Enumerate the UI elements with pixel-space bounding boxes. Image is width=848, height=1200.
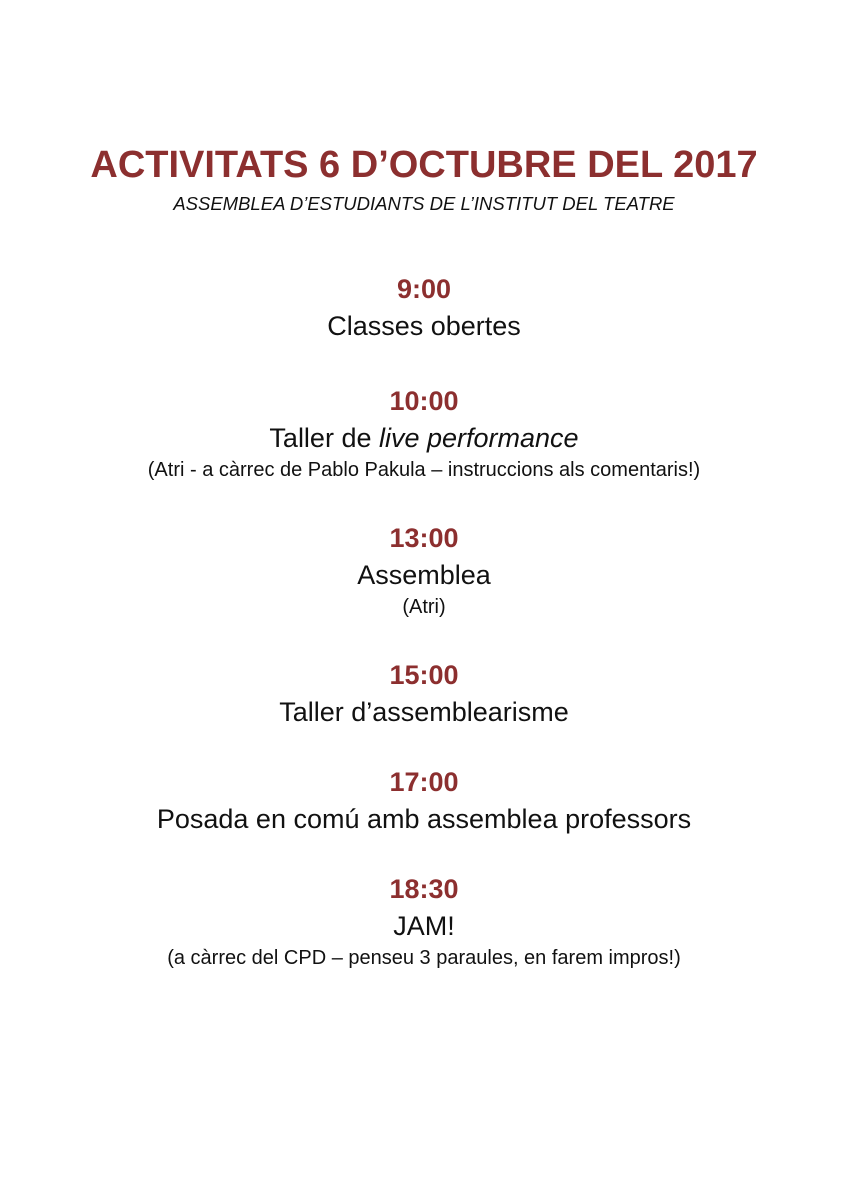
schedule-item-assemblea (0, 519, 848, 621)
event-name: Taller d’assemblearisme (279, 697, 569, 727)
event-time: 18:30 (389, 874, 459, 904)
page-title: ACTIVITATS 6 D’OCTUBRE DEL 2017 (90, 144, 758, 186)
event-note: (Atri - a càrrec de Pablo Pakula – instruccions als comentaris!) (147, 459, 701, 481)
event-time: 17:00 (389, 767, 459, 797)
event-name: Classes obertes (327, 311, 521, 341)
event-name: JAM! (393, 911, 455, 941)
event-note: (a càrrec del CPD – penseu 3 paraules, en farem impros!) (167, 947, 681, 969)
page-subtitle: ASSEMBLEA D’ESTUDIANTS DE L’INSTITUT DEL TEATRE (173, 193, 675, 214)
schedule-item-assemblearisme (0, 656, 848, 730)
schedule-item-classes-obertes (0, 270, 848, 344)
event-time: 13:00 (389, 523, 459, 553)
event-name (0, 420, 848, 456)
event-name: Posada en comú amb assemblea professors (156, 804, 692, 834)
schedule-item-jam (0, 870, 848, 972)
schedule-item-live-performance (0, 382, 848, 484)
event-time: 10:00 (389, 386, 459, 416)
event-time: 9:00 (396, 274, 452, 304)
schedule-item-posada-en-comu (0, 763, 848, 837)
event-note: (Atri) (402, 596, 446, 618)
event-time: 15:00 (389, 660, 459, 690)
event-name-italic: live performance (378, 423, 579, 453)
event-name-prefix: Taller de (269, 423, 379, 453)
event-name: Assemblea (357, 560, 491, 590)
